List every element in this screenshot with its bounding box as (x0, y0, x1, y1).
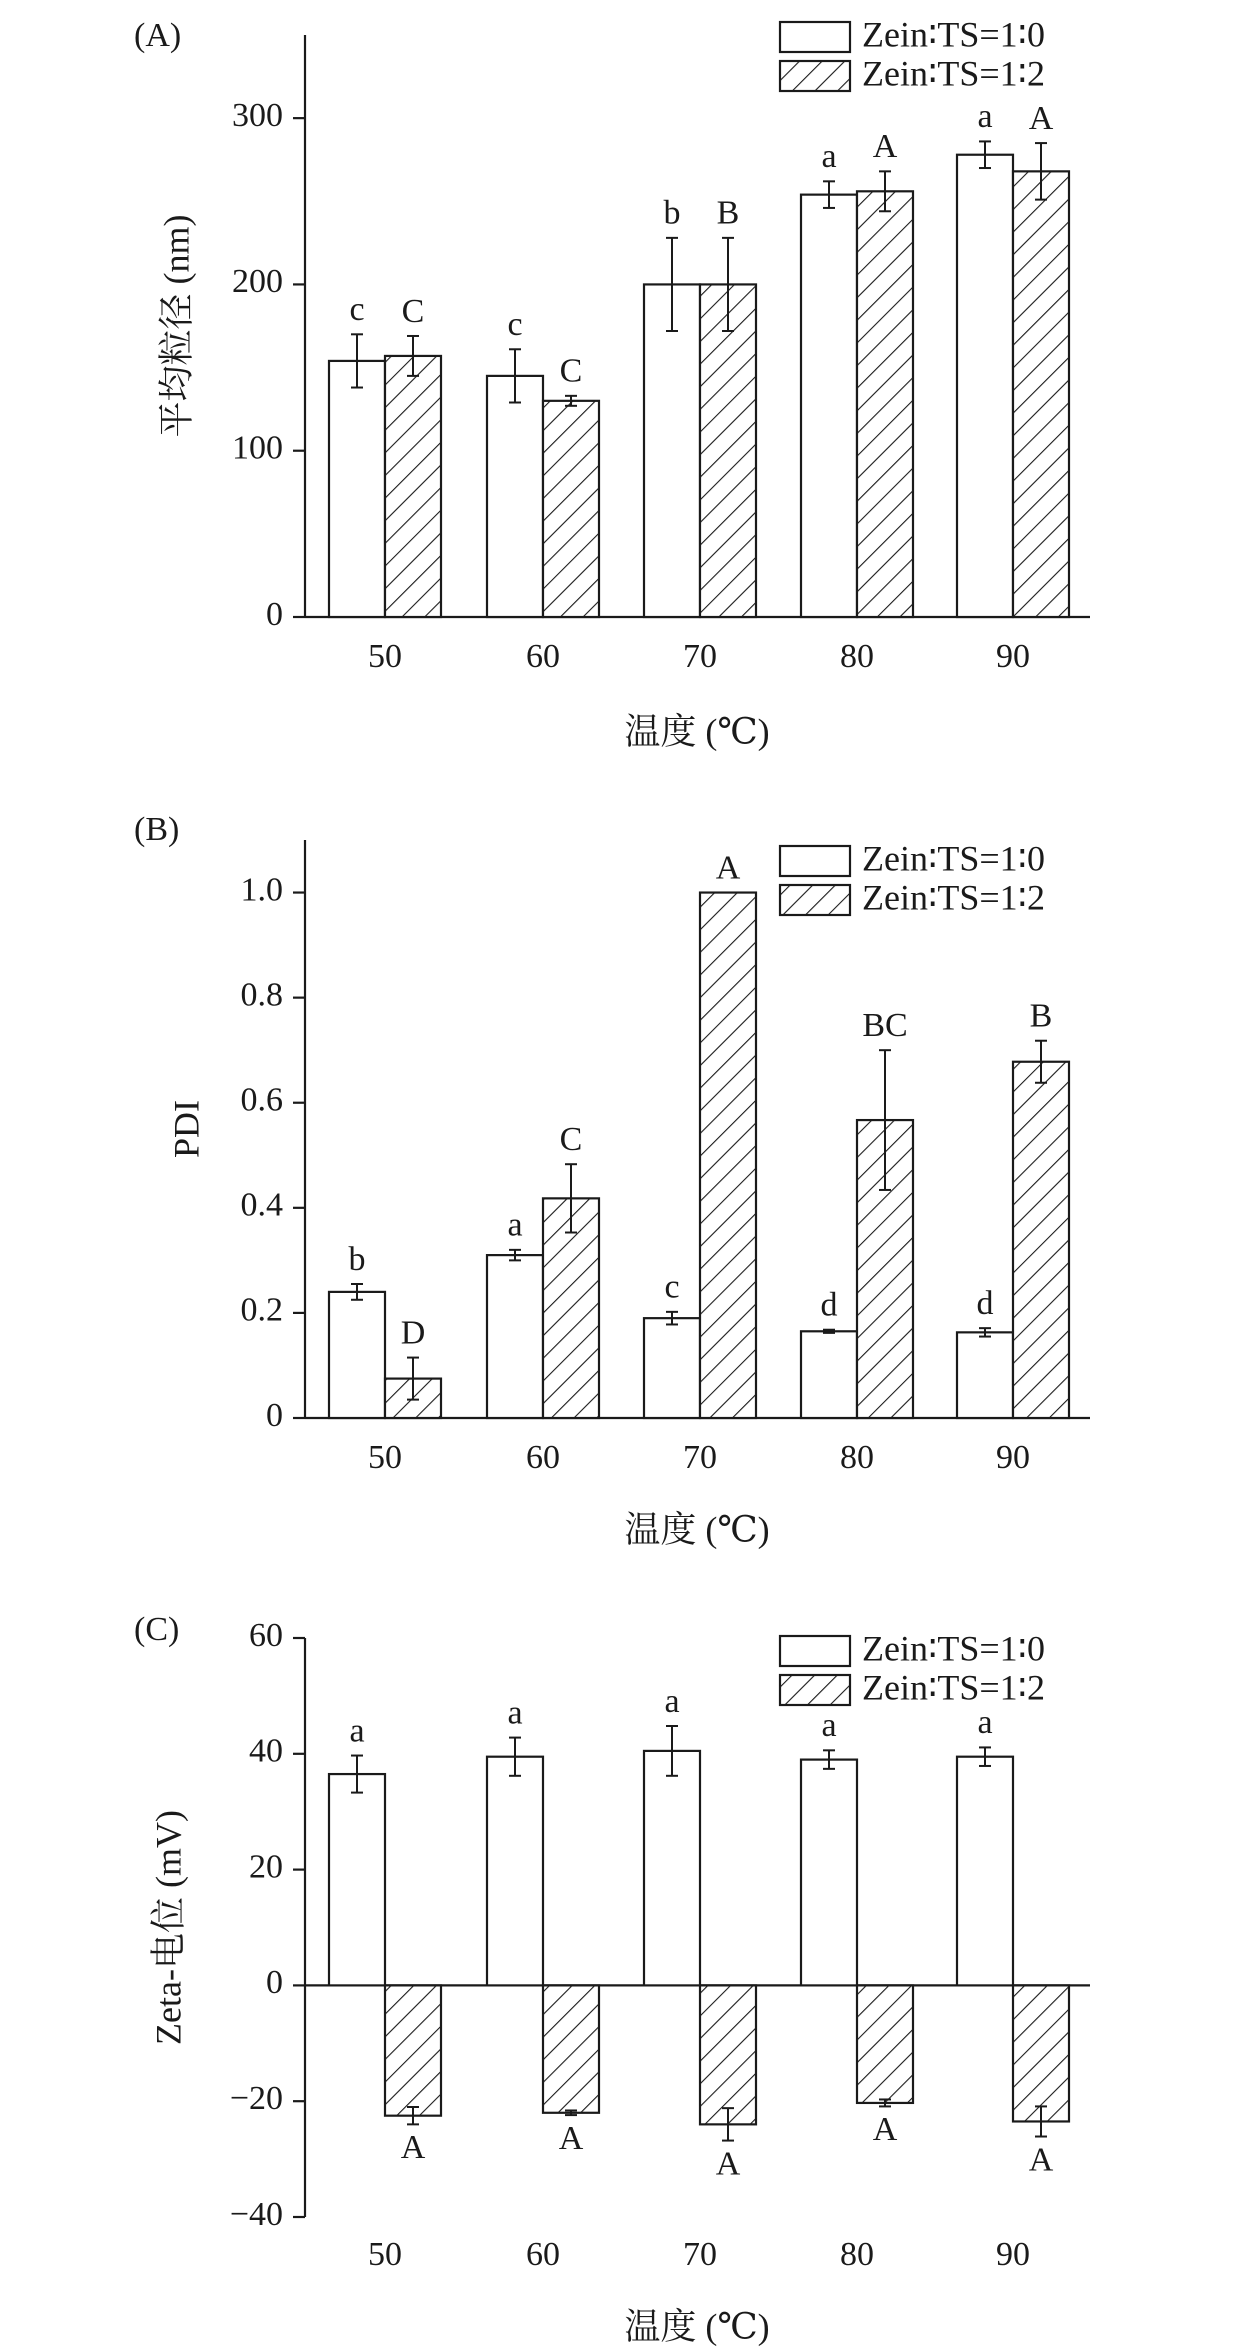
legend-label: Zein∶TS=1∶2 (862, 1667, 1046, 1708)
bar-zein-1-2 (1013, 1985, 1069, 2121)
bar-zein-1-0 (329, 1292, 385, 1418)
y-axis-title: Zeta-电位 (mV) (148, 1810, 189, 2045)
y-tick-label: 100 (232, 429, 283, 467)
legend-swatch (780, 1636, 850, 1666)
significance-label: C (559, 352, 583, 390)
y-tick-label: −20 (229, 2079, 283, 2117)
bar-zein-1-2 (385, 356, 441, 617)
bar-zein-1-0 (957, 155, 1013, 617)
x-tick-label: 70 (683, 637, 717, 675)
panel-label: (B) (134, 810, 180, 848)
bar-zein-1-0 (487, 1255, 543, 1418)
y-tick-label: 0 (266, 1964, 283, 2002)
y-tick-label: 0.2 (240, 1291, 283, 1329)
x-tick-label: 50 (368, 637, 402, 675)
x-tick-label: 80 (840, 1438, 874, 1476)
x-tick-label: 70 (683, 1438, 717, 1476)
x-axis-title: 温度 (℃) (624, 711, 770, 752)
y-tick-label: 200 (232, 263, 283, 301)
significance-label: A (872, 2111, 898, 2149)
legend-swatch (780, 61, 850, 91)
significance-label: a (977, 98, 993, 136)
panel-label: (A) (134, 16, 182, 54)
x-tick-label: 70 (683, 2235, 717, 2273)
y-tick-label: 0 (266, 1396, 283, 1434)
bar-zein-1-0 (801, 1760, 857, 1986)
x-tick-label: 90 (996, 637, 1030, 675)
bar-zein-1-0 (487, 376, 543, 617)
y-tick-label: 60 (249, 1616, 283, 1654)
x-tick-label: 50 (368, 2235, 402, 2273)
bar-zein-1-2 (700, 284, 756, 617)
significance-label: A (1028, 99, 1054, 137)
bar-zein-1-0 (487, 1757, 543, 1986)
legend-swatch (780, 846, 850, 876)
significance-label: a (821, 1707, 837, 1745)
chart-panel-a (134, 14, 1090, 751)
bar-zein-1-2 (385, 1985, 441, 2115)
y-tick-label: 0.4 (240, 1186, 283, 1224)
significance-label: a (507, 1206, 523, 1244)
x-tick-label: 60 (526, 637, 560, 675)
significance-label: a (349, 1712, 365, 1750)
chart-panel-b (134, 811, 1090, 1549)
significance-label: c (507, 306, 523, 344)
legend-swatch (780, 1675, 850, 1705)
x-tick-label: 60 (526, 2235, 560, 2273)
x-tick-label: 60 (526, 1438, 560, 1476)
significance-label: b (348, 1240, 366, 1278)
significance-label: d (820, 1286, 838, 1324)
significance-label: b (663, 194, 681, 232)
significance-label: A (715, 849, 741, 887)
bar-zein-1-0 (957, 1332, 1013, 1418)
chart-panel-c (134, 1611, 1090, 2346)
x-tick-label: 90 (996, 1438, 1030, 1476)
significance-label: D (400, 1314, 426, 1352)
significance-label: B (716, 194, 740, 232)
x-tick-label: 90 (996, 2235, 1030, 2273)
bar-zein-1-0 (644, 284, 700, 617)
bar-zein-1-2 (857, 191, 913, 617)
bar-zein-1-2 (700, 1985, 756, 2124)
bar-zein-1-0 (644, 1318, 700, 1418)
y-tick-label: 0 (266, 595, 283, 633)
y-axis-title: PDI (166, 1099, 207, 1159)
bar-zein-1-0 (801, 1331, 857, 1418)
legend-label: Zein∶TS=1∶2 (862, 53, 1046, 94)
significance-label: A (715, 2145, 741, 2183)
bar-zein-1-2 (857, 1985, 913, 2103)
legend-swatch (780, 885, 850, 915)
y-tick-label: 300 (232, 96, 283, 134)
significance-label: C (559, 1121, 583, 1159)
bar-zein-1-0 (329, 1774, 385, 1985)
significance-label: A (400, 2129, 426, 2167)
significance-label: a (664, 1682, 680, 1720)
significance-label: a (977, 1704, 993, 1742)
legend-label: Zein∶TS=1∶0 (862, 1628, 1046, 1669)
significance-label: a (507, 1694, 523, 1732)
bar-zein-1-2 (1013, 171, 1069, 617)
bar-zein-1-2 (1013, 1062, 1069, 1418)
legend-label: Zein∶TS=1∶2 (862, 877, 1046, 918)
significance-label: a (821, 138, 837, 176)
significance-label: C (401, 292, 425, 330)
bar-zein-1-2 (700, 893, 756, 1418)
y-tick-label: 40 (249, 1732, 283, 1770)
significance-label: BC (862, 1006, 908, 1044)
legend-label: Zein∶TS=1∶0 (862, 14, 1046, 55)
significance-label: A (872, 128, 898, 166)
legend-swatch (780, 22, 850, 52)
significance-label: B (1029, 997, 1053, 1035)
bar-zein-1-2 (543, 401, 599, 617)
x-tick-label: 50 (368, 1438, 402, 1476)
x-axis-title: 温度 (℃) (624, 2306, 770, 2347)
y-tick-label: 0.6 (240, 1081, 283, 1119)
bar-zein-1-0 (957, 1757, 1013, 1986)
significance-label: A (558, 2119, 584, 2157)
x-axis-title: 温度 (℃) (624, 1509, 770, 1550)
significance-label: A (1028, 2141, 1054, 2179)
bar-zein-1-0 (644, 1751, 700, 1985)
significance-label: c (349, 291, 365, 329)
x-tick-label: 80 (840, 637, 874, 675)
bar-zein-1-2 (543, 1985, 599, 2112)
y-tick-label: 1.0 (240, 871, 283, 909)
panel-label: (C) (134, 1610, 180, 1648)
bar-zein-1-0 (329, 361, 385, 617)
x-tick-label: 80 (840, 2235, 874, 2273)
significance-label: d (976, 1284, 994, 1322)
y-tick-label: −40 (229, 2195, 283, 2233)
significance-label: c (664, 1268, 680, 1306)
y-tick-label: 20 (249, 1848, 283, 1886)
bar-zein-1-0 (801, 195, 857, 617)
y-axis-title: 平均粒径 (nm) (156, 214, 197, 438)
legend-label: Zein∶TS=1∶0 (862, 838, 1046, 879)
y-tick-label: 0.8 (240, 976, 283, 1014)
panels (134, 14, 1090, 2346)
